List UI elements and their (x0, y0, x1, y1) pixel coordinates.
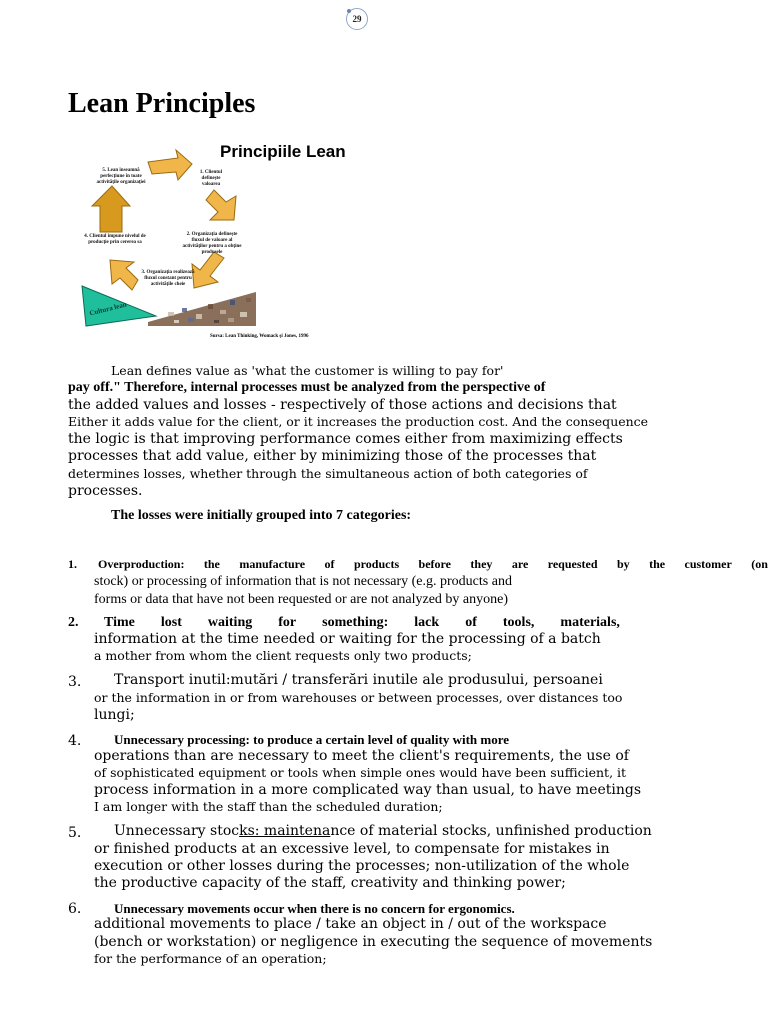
item-1-word: Overproduction: (98, 557, 185, 571)
base-mosaic-shape (148, 292, 256, 326)
item-1-line-1 (98, 557, 768, 572)
item-3-number: 3. (68, 674, 82, 690)
page-number: 29 (352, 14, 362, 24)
item-1-line-3: forms or data that have not been requested or are not analyzed by anyone) (94, 592, 508, 607)
intro-line-3: the added values and losses - respectively of those actions and decisions that (68, 397, 617, 413)
item-2-line-1 (104, 615, 620, 631)
item-1-word: they (470, 557, 493, 571)
item-2-word: of (465, 615, 477, 630)
item-3-line-1: Transport inutil:mutări / transferări inutile ale produsului, persoanei (114, 672, 603, 688)
item-1-number: 1. (68, 557, 77, 571)
item-5-line-2: or finished products at an excessive level, to compensate for mistakes in (94, 841, 610, 857)
item-2-line-2: information at the time needed or waiting for the processing of a batch (94, 631, 601, 647)
figure-step-2: 2. Organizaţia defineşte fluxul de valoare al activităţilor pentru a obţine produsele (182, 232, 242, 255)
item-2-word: lost (160, 615, 182, 630)
item-6-line-1: Unnecessary movements occur when there is no concern for ergonomics. (114, 901, 515, 916)
intro-line-4: Either it adds value for the client, or it increases the production cost. And the consequence (68, 414, 649, 429)
item-2-word: waiting (207, 615, 253, 630)
item-5-underlined-text: ks: maintena (239, 823, 331, 839)
item-1-word: customer (684, 557, 732, 571)
item-4-line-4: process information in a more complicated way than usual, to have meetings (94, 782, 642, 798)
arrow-right (206, 190, 236, 220)
item-1-word: the (203, 557, 220, 571)
figure-step-1: 1. Clientul defineşte valoarea (199, 170, 223, 187)
item-6-line-3: (bench or workstation) or negligence in executing the sequence of movements (94, 934, 653, 950)
item-4-line-1: Unnecessary processing: to produce a certain level of quality with more (114, 732, 510, 747)
item-2-word: lack (414, 615, 440, 630)
figure-step-5: 5. Lean înseamnă perfecţiune în toate activităţile organizaţiei (96, 168, 146, 185)
item-5-text: Unnecessary stoc (114, 823, 240, 839)
intro-line-1: Lean defines value as 'what the customer is willing to pay for' (111, 363, 504, 378)
item-5-line-4: the productive capacity of the staff, creativity and thinking power; (94, 875, 566, 891)
item-2-word: tools, (502, 615, 535, 630)
item-4-line-2: operations than are necessary to meet the client's requirements, the use of (94, 748, 629, 764)
item-2-word: materials, (560, 615, 620, 630)
item-1-line-2: stock) or processing of information that is not necessary (e.g. products and (94, 574, 512, 589)
item-6-line-4: for the performance of an operation; (94, 951, 327, 966)
item-1-word: are (511, 557, 529, 571)
figure-step-4: 4. Clientul impune nivelul de producţie prin cererea sa (84, 234, 146, 245)
figure-title: Principiile Lean (220, 142, 346, 161)
intro-line-2: pay off." Therefore, internal processes must be analyzed from the perspective of (68, 380, 546, 395)
figure-step-3: 3. Organizaţia realizează fluxul constant pentru activităţile cheie (141, 270, 195, 287)
intro-line-5: the logic is that improving performance comes either from maximizing effects (68, 431, 623, 447)
item-3-line-3: lungi; (94, 707, 135, 723)
page-title: Lean Principles (68, 88, 256, 119)
intro-line-8: processes. (68, 483, 143, 499)
item-6-line-2: additional movements to place / take an object in / out of the workspace (94, 916, 607, 932)
item-1-word: (on (751, 557, 768, 571)
item-1-word: manufacture (239, 557, 306, 571)
item-3-line-2: or the information in or from warehouses or between processes, over distances too (94, 690, 623, 705)
arrow-top (148, 150, 192, 180)
categories-heading: The losses were initially grouped into 7 categories: (111, 508, 412, 523)
item-6-number: 6. (68, 901, 82, 917)
figure-culture-label: Cultura lean (88, 300, 128, 318)
item-5-line-3: execution or other losses during the processes; non-utilization of the whole (94, 858, 630, 874)
intro-line-7: determines losses, whether through the simultaneous action of both categories of (68, 466, 588, 481)
item-2-line-3: a mother from whom the client requests only two products; (94, 648, 472, 663)
item-4-number: 4. (68, 733, 82, 749)
page-badge-marker (347, 9, 351, 13)
figure-source: Sursa: Lean Thinking, Womack şi Jones, 1996 (210, 334, 309, 339)
item-5-line-1 (114, 823, 652, 839)
item-2-word: Time (104, 615, 135, 630)
item-1-word: the (649, 557, 666, 571)
item-1-word: products (353, 557, 400, 571)
item-5-number: 5. (68, 825, 82, 841)
item-2-number: 2. (68, 615, 79, 630)
item-4-line-3: of sophisticated equipment or tools when simple ones would have been sufficient, it (94, 765, 627, 780)
item-2-word: for (278, 615, 297, 630)
lean-principles-figure (78, 140, 368, 350)
item-5-text: nce of material stocks, unfinished production (330, 823, 652, 839)
item-1-word: requested (547, 557, 598, 571)
arrow-left (92, 186, 130, 232)
arrow-bottom-left (110, 260, 138, 290)
item-4-line-5: I am longer with the staff than the scheduled duration; (94, 799, 443, 814)
intro-line-6: processes that add value, either by minimizing those of the processes that (68, 448, 597, 464)
item-1-word: by (616, 557, 630, 571)
item-2-word: something: (322, 615, 389, 630)
item-1-word: of (324, 557, 335, 571)
item-1-word: before (418, 557, 451, 571)
